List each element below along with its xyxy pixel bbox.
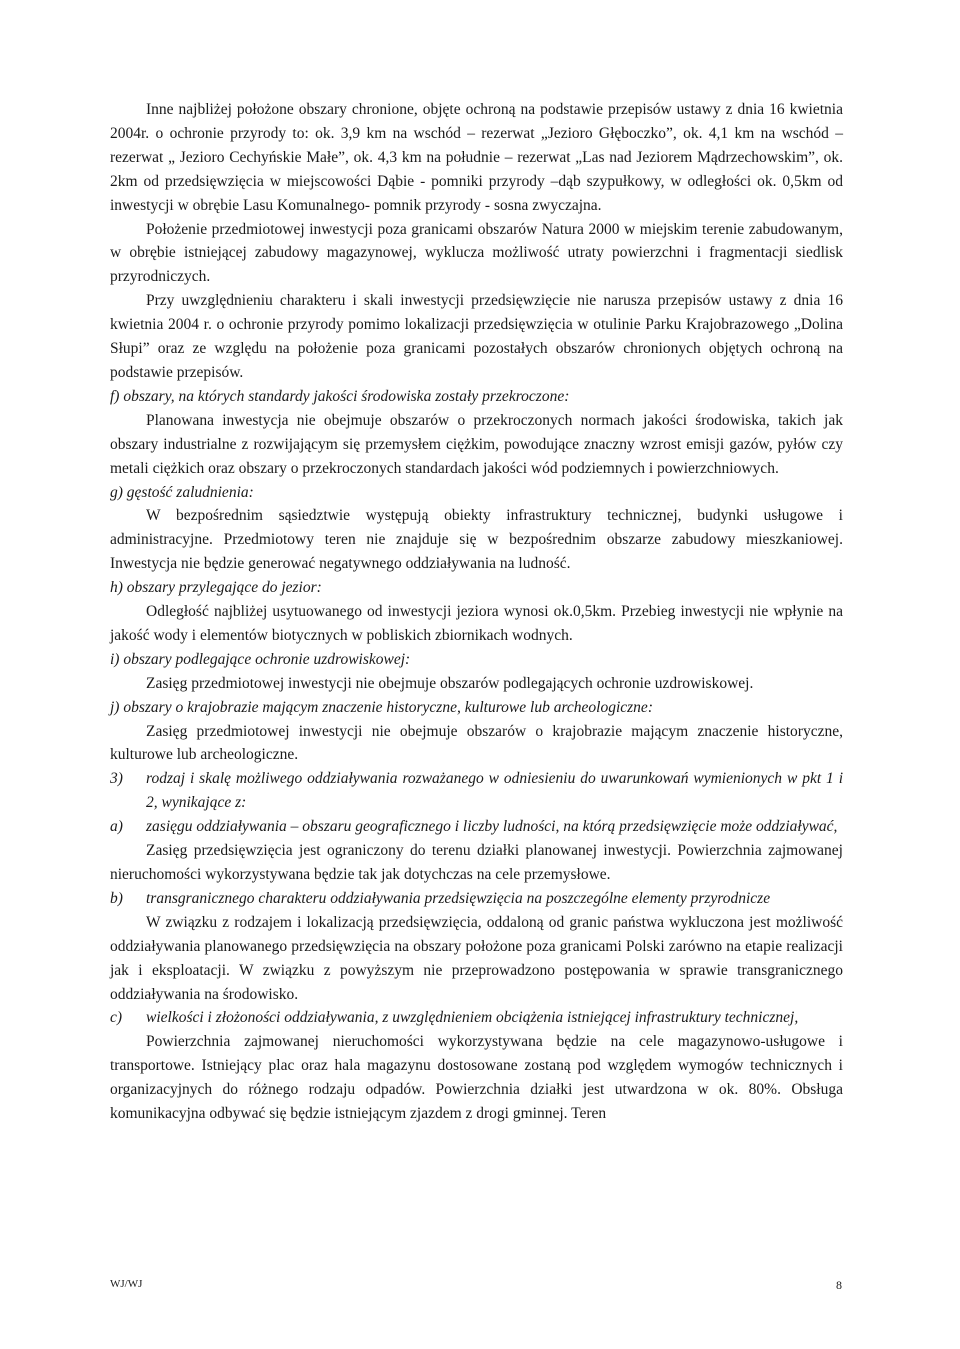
list-marker: 3) bbox=[110, 770, 123, 788]
paragraph-protected-areas: Inne najbliżej położone obszary chronione, objęte ochroną na podstawie przepisów ustawy z dnia 16 kwietnia 2004r. o ochronie przyrody to: ok. 3,9 km na wschód – rezerwat „Jezioro Głęboczko”, ok. 4,1 km na wschód – rezerwat „ Jezioro Cechyńskie Małe”, ok. 4,3 km na południe – rezerwat „Las nad Jeziorem Mądrzechowskim”, ok. 2km od przedsięwzięcia w miejscowości Dąbie - pomniki przyrody –dąb szypułkowy, w odległości ok. 0,5km od inwestycji w obrębie Lasu Komunalnego- pomnik przyrody - sosna zwyczajna. bbox=[110, 101, 843, 214]
heading-section-f: f) obszary, na których standardy jakości środowiska zostały przekroczone: bbox=[110, 387, 570, 405]
paragraph-section-i: Zasięg przedmiotowej inwestycji nie obejmuje obszarów podlegających ochronie uzdrowiskowej. bbox=[146, 674, 754, 692]
heading-text: rodzaj i skalę możliwego oddziaływania rozważanego w odniesieniu do uwarunkowań wymienionych w pkt 1 i 2, wynikające z: bbox=[146, 770, 843, 812]
heading-section-h: h) obszary przylegające do jezior: bbox=[110, 579, 322, 597]
paragraph-natura-2000: Położenie przedmiotowej inwestycji poza granicami obszarów Natura 2000 w miejskim terenie zabudowanym, w obrębie istniejącej zabudowy magazynowej, wyklucza możliwość utraty powierzchni i fragmentacji siedlisk przyrodniczych. bbox=[110, 220, 843, 286]
heading-section-g: g) gęstość zaludnienia: bbox=[110, 483, 254, 501]
heading-section-c bbox=[110, 1006, 843, 1030]
paragraph-section-f: Planowana inwestycja nie obejmuje obszarów o przekroczonych normach jakości środowiska, takich jak obszary industrialne z rozwijającym się przemysłem ciężkim, powodujące znaczny wzrost emisji gazów, pyłów czy metali ciężkich oraz obszary o przekroczonych standardach jakości wód podziemnych i powierzchniowych. bbox=[110, 411, 843, 477]
paragraph-section-h: Odległość najbliżej usytuowanego od inwestycji jeziora wynosi ok.0,5km. Przebieg inwestycji nie wpłynie na jakość wody i elementów biotycznych w pobliskich zbiornikach wodnych. bbox=[110, 603, 843, 644]
heading-section-i: i) obszary podlegające ochronie uzdrowiskowej: bbox=[110, 650, 411, 668]
page-number: 8 bbox=[836, 1278, 842, 1292]
paragraph-section-a: Zasięg przedsięwzięcia jest ograniczony do terenu działki planowanej inwestycji. Powierzchnia zajmowanej nieruchomości wykorzystywana będzie tak jak dotychczas na cele przemysłowe. bbox=[110, 842, 843, 883]
footer-initials: WJ/WJ bbox=[110, 1278, 143, 1290]
paragraph-section-j: Zasięg przedmiotowej inwestycji nie obejmuje obszarów o krajobrazie mającym znaczenie historyczne, kulturowe lub archeologiczne. bbox=[110, 722, 843, 764]
heading-text: zasięgu oddziaływania – obszaru geograficznego i liczby ludności, na którą przedsięwzięcie może oddziaływać, bbox=[146, 818, 838, 836]
list-marker: b) bbox=[110, 889, 123, 907]
list-marker: c) bbox=[110, 1009, 123, 1027]
heading-section-3 bbox=[110, 767, 843, 815]
heading-section-a bbox=[110, 815, 843, 839]
document-body bbox=[110, 98, 843, 1126]
heading-text: wielkości i złożoności oddziaływania, z uwzględnieniem obciążenia istniejącej infrastruktury technicznej, bbox=[146, 1009, 799, 1027]
paragraph-section-c: Powierzchnia zajmowanej nieruchomości wykorzystywana będzie na cele magazynowo-usługowe i transportowe. Istniejący plac oraz hala magazynu dostosowane zostaną pod względem wymogów technicznych i organizacyjnych do różnego rodzaju odpadów. Powierzchnia działki jest utwardzona w ok. 80%. Obsługa komunikacyjna odbywać się będzie istniejącym zjazdem z drogi gminnej. Teren bbox=[110, 1033, 843, 1123]
heading-section-j: j) obszary o krajobrazie mającym znaczenie historyczne, kulturowe lub archeologiczne: bbox=[110, 698, 653, 716]
list-marker: a) bbox=[110, 818, 123, 836]
paragraph-nature-protection-act: Przy uwzględnieniu charakteru i skali inwestycji przedsięwzięcie nie narusza przepisów ustawy z dnia 16 kwietnia 2004 r. o ochronie przyrody pomimo lokalizacji przedsięwzięcia w otulinie Parku Krajobrazowego „Dolina Słupi” oraz ze względu na położenie poza granicami pozostałych obszarów chronionych objętych ochroną na podstawie przepisów. bbox=[110, 292, 843, 381]
paragraph-section-g: W bezpośrednim sąsiedztwie występują obiekty infrastruktury technicznej, budynki usługowe i administracyjne. Przedmiotowy teren nie znajduje się w bezpośrednim obszarze zabudowy mieszkaniowej. Inwestycja nie będzie generować negatywnego oddziaływania na ludność. bbox=[110, 507, 843, 573]
heading-text: transgranicznego charakteru oddziaływania przedsięwzięcia na poszczególne elementy przyrodnicze bbox=[146, 889, 771, 907]
paragraph-section-b: W związku z rodzajem i lokalizacją przedsięwzięcia, oddaloną od granic państwa wykluczona jest możliwość oddziaływania planowanego przedsięwzięcia na obszary położone poza granicami Polski zarówno na etapie realizacji jak i eksploatacji. W związku z powyższym nie przeprowadzono postępowania w sprawie transgranicznego oddziaływania na środowisko. bbox=[110, 913, 843, 1003]
heading-section-b bbox=[110, 887, 843, 911]
